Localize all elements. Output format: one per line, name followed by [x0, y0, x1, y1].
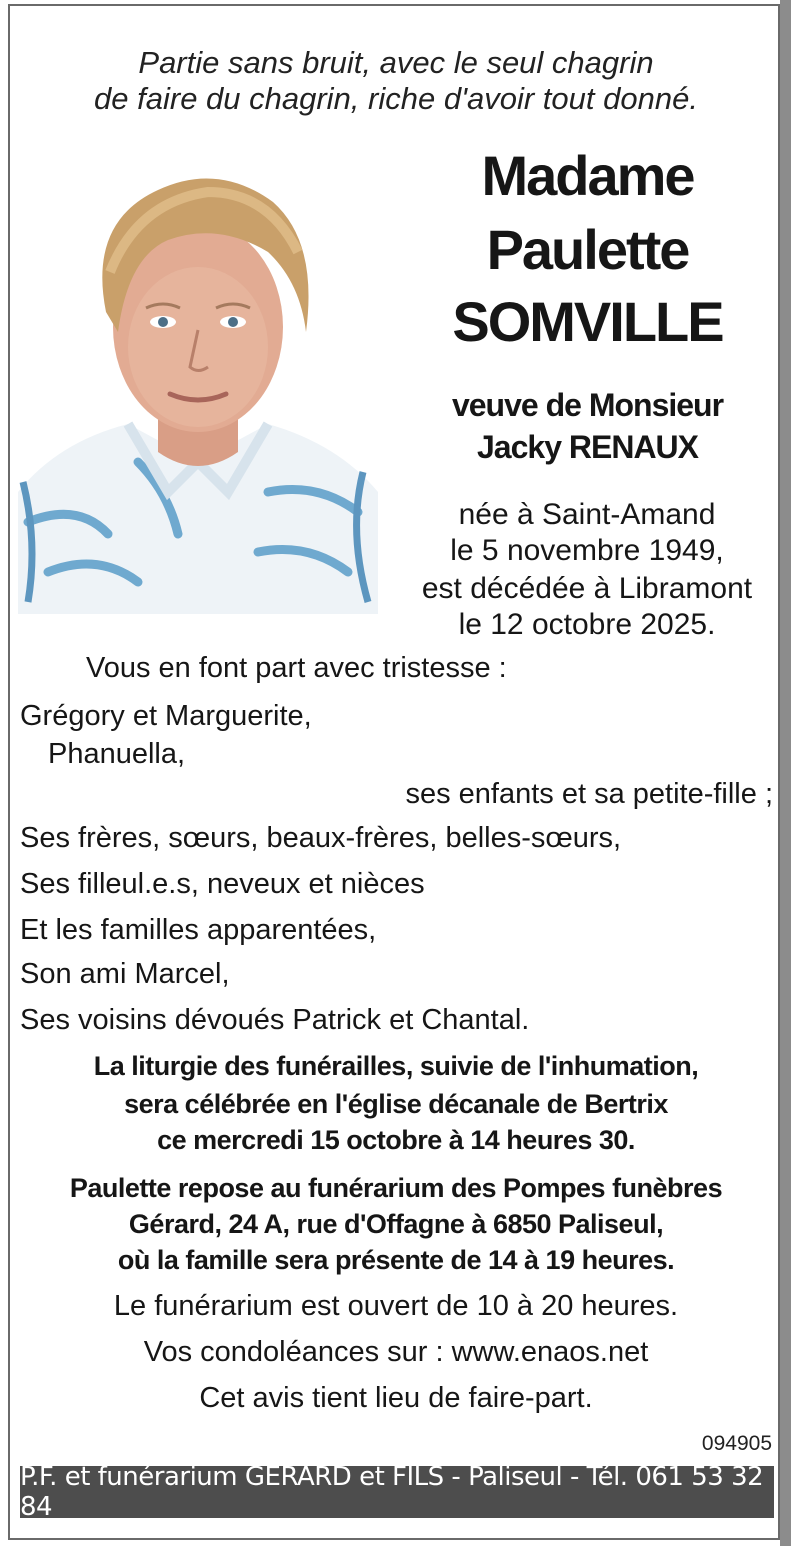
- family-line: Ses filleul.e.s, neveux et nièces: [20, 868, 425, 900]
- death-date: le 12 octobre 2025.: [458, 608, 716, 641]
- widow-line-1: veuve de Monsieur: [451, 387, 724, 423]
- family-grandchild: Phanuella,: [48, 738, 186, 770]
- liturgy-line-1: La liturgie des funérailles, suivie de l'inhumation,: [93, 1051, 699, 1081]
- family-children-role: ses enfants et sa petite-fille ;: [405, 778, 773, 810]
- reference-number: 094905: [701, 1432, 772, 1455]
- widow-line-2: Jacky RENAUX: [477, 429, 698, 465]
- birth-date: le 5 novembre 1949,: [450, 534, 724, 567]
- footer-text: P.F. et funérarium GERARD et FILS - Paliseul - Tél. 061 53 32 84: [20, 1462, 764, 1522]
- portrait-photo: [18, 162, 378, 614]
- deceased-first-name: Paulette: [486, 218, 689, 281]
- deceased-last-name: SOMVILLE: [452, 290, 723, 353]
- repose-line-3: où la famille sera présente de 14 à 19 heures.: [117, 1245, 675, 1275]
- liturgy-line-2: sera célébrée en l'église décanale de Bertrix: [124, 1089, 668, 1119]
- liturgy-line-3: ce mercredi 15 octobre à 14 heures 30.: [157, 1125, 635, 1155]
- epigraph-line-1: Partie sans bruit, avec le seul chagrin: [138, 45, 654, 80]
- condolences-link[interactable]: Vos condoléances sur : www.enaos.net: [143, 1336, 649, 1368]
- funerarium-hours: Le funérarium est ouvert de 10 à 20 heures.: [113, 1290, 679, 1322]
- funeral-home-footer: [20, 1462, 774, 1522]
- page-edge: [780, 0, 791, 1546]
- family-line: Ses voisins dévoués Patrick et Chantal.: [20, 1004, 530, 1036]
- family-line: Son ami Marcel,: [20, 958, 230, 990]
- deceased-title: Madame: [481, 144, 694, 207]
- death-place: est décédée à Libramont: [421, 572, 753, 605]
- epigraph-line-2: de faire du chagrin, riche d'avoir tout donné.: [94, 81, 698, 116]
- family-line: Ses frères, sœurs, beaux-frères, belles-sœurs,: [20, 822, 622, 854]
- announcement: Vous en font part avec tristesse :: [86, 652, 507, 684]
- notice-statement: Cet avis tient lieu de faire-part.: [199, 1382, 593, 1414]
- family-children: Grégory et Marguerite,: [20, 700, 312, 732]
- birth-place: née à Saint-Amand: [458, 498, 716, 531]
- family-line: Et les familles apparentées,: [20, 914, 377, 946]
- repose-line-1: Paulette repose au funérarium des Pompes funèbres: [69, 1173, 723, 1203]
- repose-line-2: Gérard, 24 A, rue d'Offagne à 6850 Paliseul,: [128, 1209, 664, 1239]
